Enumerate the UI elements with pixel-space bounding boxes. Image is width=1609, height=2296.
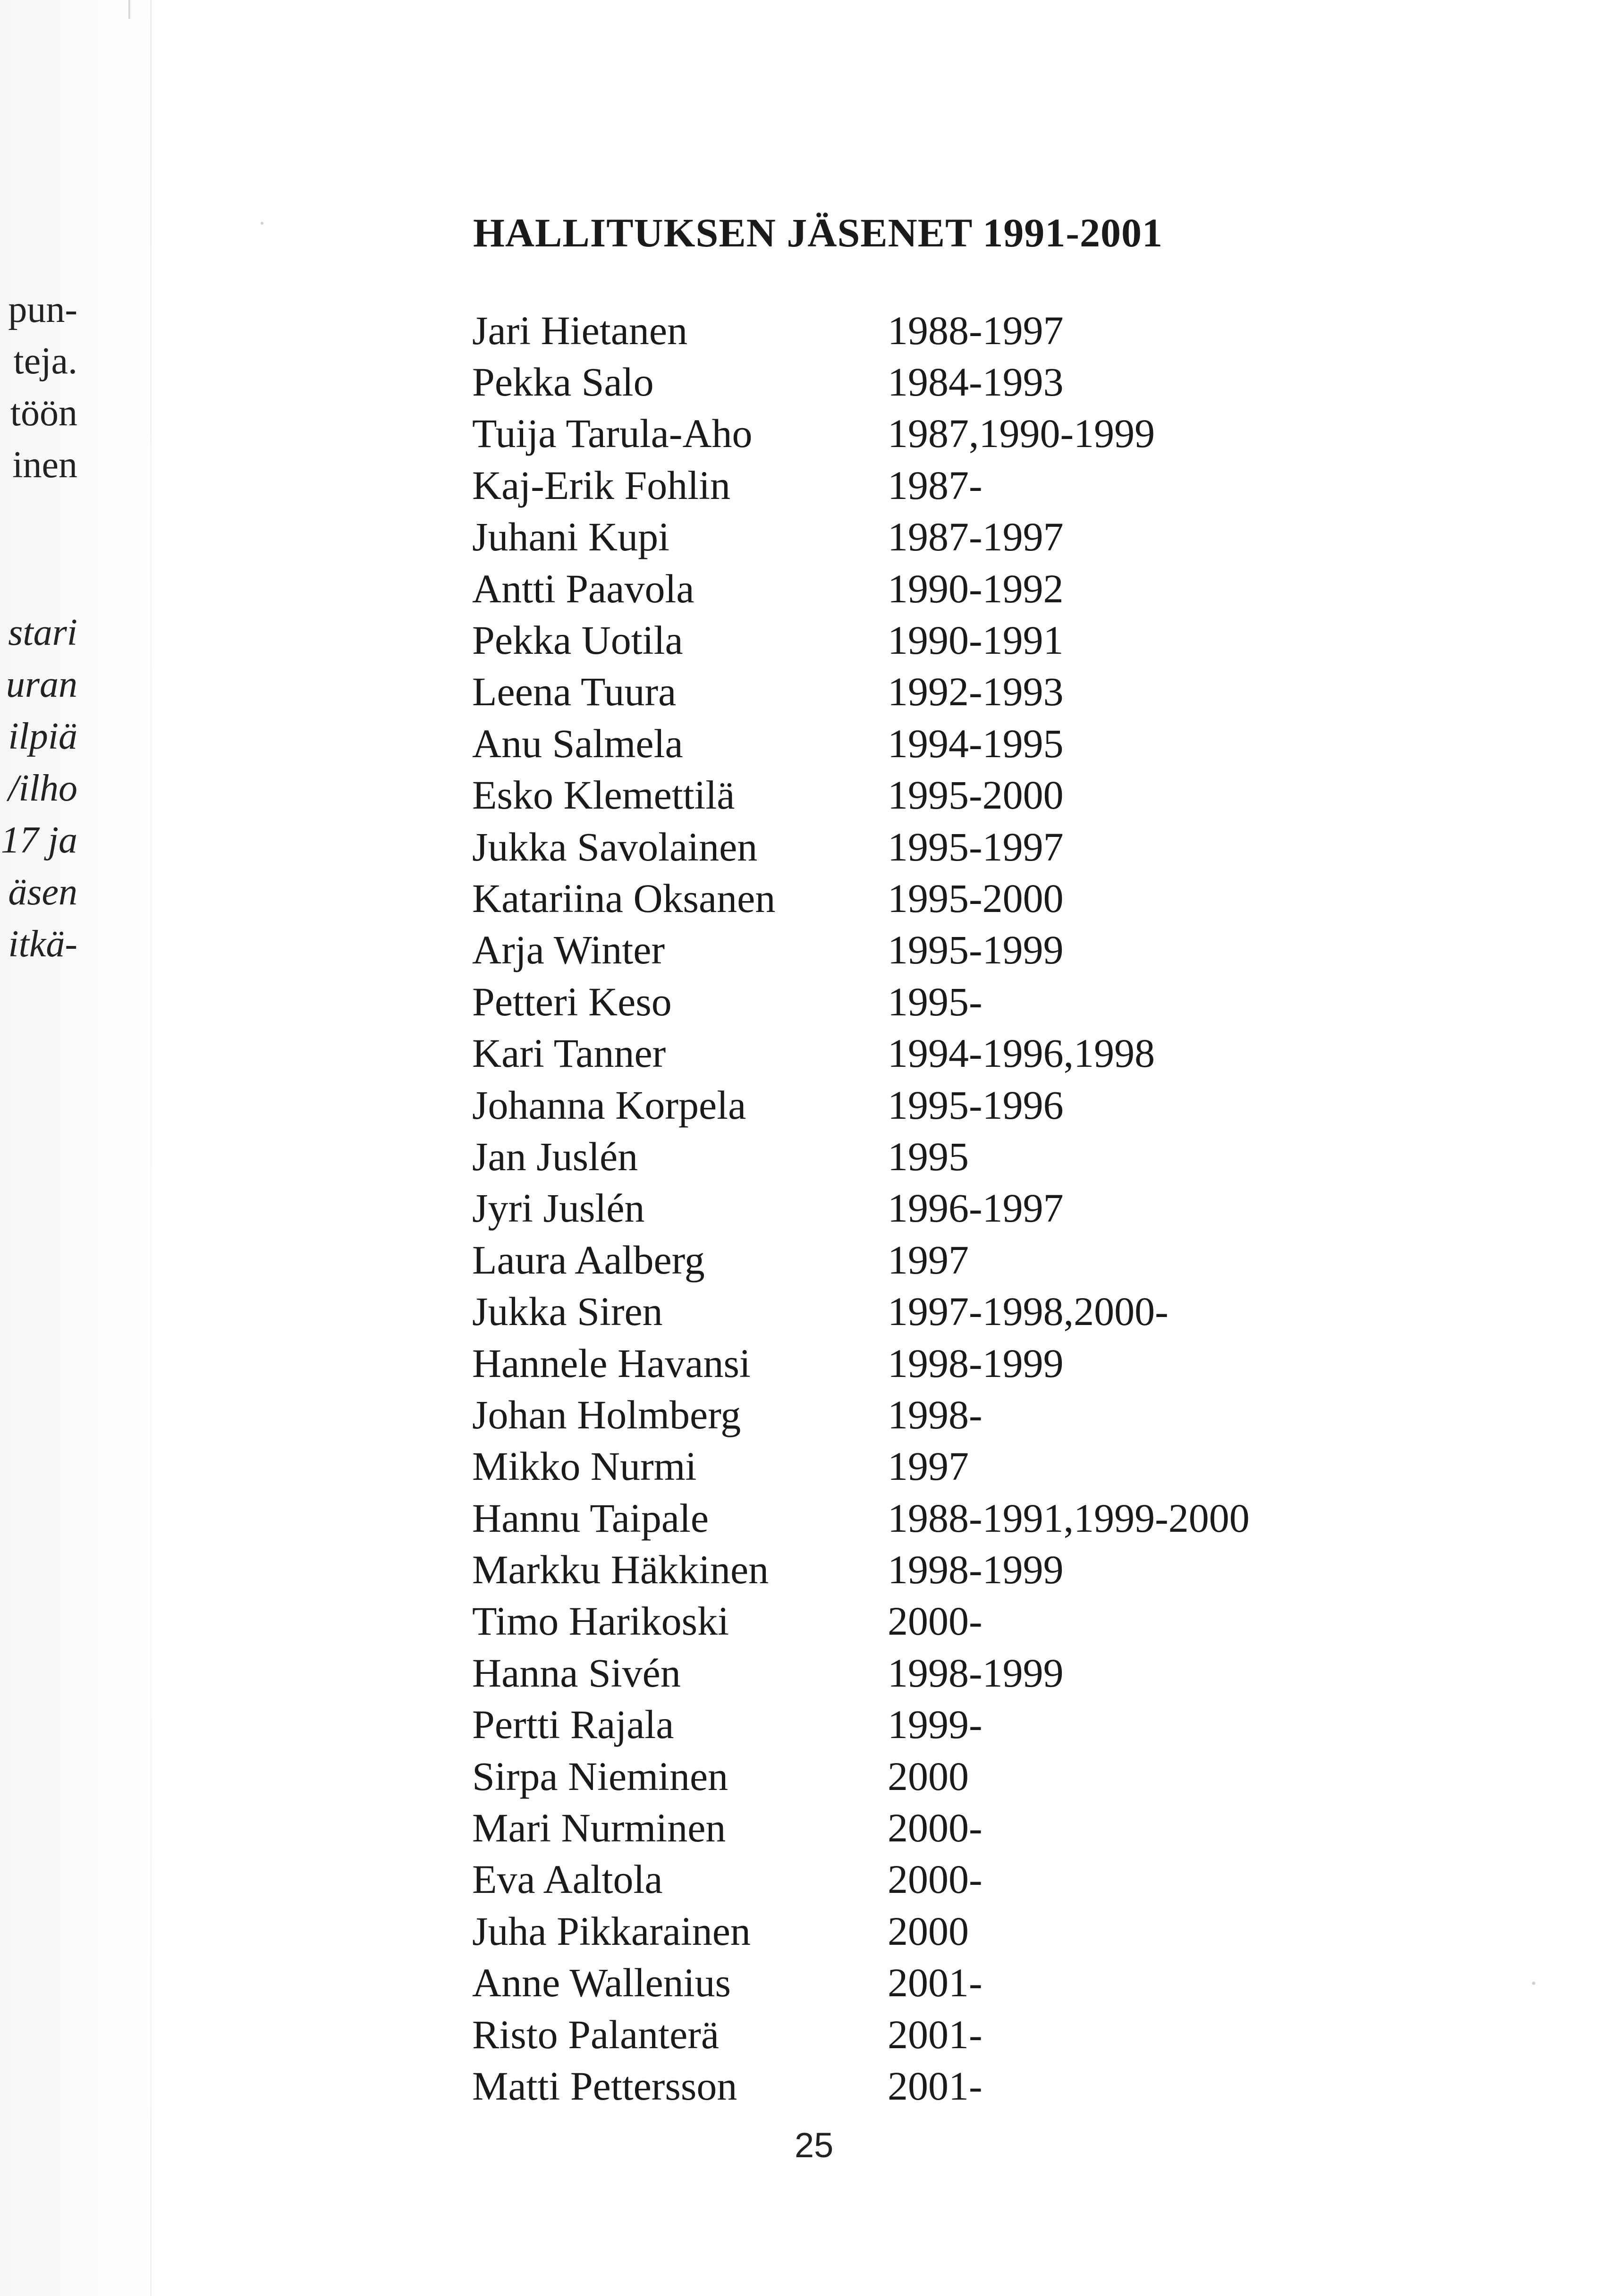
- member-row: [472, 1854, 1250, 1905]
- member-row: [472, 1131, 1250, 1182]
- member-name: Mari Nurminen: [472, 1805, 726, 1851]
- member-row: [472, 769, 1250, 821]
- member-row: [472, 356, 1250, 407]
- member-row: [472, 304, 1250, 356]
- member-name: Pekka Salo: [472, 359, 654, 405]
- member-years: 1999-: [888, 1702, 982, 1747]
- scan-speck: [261, 222, 263, 225]
- member-years: 1998-: [888, 1392, 982, 1437]
- member-years: 1987-: [888, 462, 982, 508]
- member-years: 2001-: [888, 1960, 982, 2006]
- member-name: Juha Pikkarainen: [472, 1908, 751, 1954]
- member-years: 2000-: [888, 1598, 982, 1644]
- member-name: Sirpa Nieminen: [472, 1753, 728, 1799]
- member-name: Jan Juslén: [472, 1133, 638, 1179]
- member-years: 1998-1999: [888, 1547, 1064, 1593]
- left-page-fragment: /ilho: [8, 768, 77, 809]
- member-years: 1994-1995: [888, 720, 1064, 766]
- member-name: Petteri Keso: [472, 979, 672, 1024]
- member-name: Timo Harikoski: [472, 1598, 729, 1644]
- member-years: 1984-1993: [888, 359, 1064, 405]
- member-years: 1995-: [888, 979, 982, 1024]
- member-years: 2000-: [888, 1805, 982, 1851]
- member-name: Anne Wallenius: [472, 1960, 731, 2006]
- member-years: 1995-2000: [888, 772, 1064, 818]
- member-name: Eva Aaltola: [472, 1857, 663, 1902]
- member-name: Pekka Uotila: [472, 617, 683, 663]
- member-row: [472, 1905, 1250, 1957]
- member-name: Arja Winter: [472, 927, 665, 973]
- member-years: 1997: [888, 1443, 969, 1489]
- member-name: Leena Tuura: [472, 669, 677, 715]
- board-members-list: [472, 304, 1250, 2112]
- member-years: 1990-1992: [888, 566, 1064, 611]
- member-name: Hanna Sivén: [472, 1650, 681, 1696]
- member-name: Katariina Oksanen: [472, 875, 776, 921]
- member-row: [472, 1234, 1250, 1285]
- member-name: Kaj-Erik Fohlin: [472, 462, 730, 508]
- member-row: [472, 408, 1250, 459]
- member-name: Jari Hietanen: [472, 307, 688, 353]
- scan-speck: [1532, 1982, 1535, 1985]
- left-page-fragment: itkä-: [8, 923, 77, 965]
- left-page-fragment: ilpiä: [8, 716, 77, 757]
- page-title: HALLITUKSEN JÄSENET 1991-2001: [473, 210, 1163, 255]
- member-name: Tuija Tarula-Aho: [472, 411, 753, 456]
- member-row: [472, 511, 1250, 563]
- member-years: 1992-1993: [888, 669, 1064, 715]
- member-years: 1997-1998,2000-: [888, 1289, 1169, 1334]
- member-name: Esko Klemettilä: [472, 772, 735, 818]
- member-name: Hannele Havansi: [472, 1340, 751, 1386]
- member-row: [472, 1441, 1250, 1492]
- member-years: 1995-1999: [888, 927, 1064, 973]
- member-row: [472, 563, 1250, 614]
- member-row: [472, 1699, 1250, 1750]
- member-row: [472, 1337, 1250, 1389]
- member-years: 2000: [888, 1908, 969, 1954]
- left-page-fragment: teja.: [13, 340, 77, 382]
- member-years: 1988-1991,1999-2000: [888, 1495, 1250, 1541]
- member-years: 1995-1997: [888, 824, 1064, 869]
- member-years: 1995-2000: [888, 875, 1064, 921]
- member-years: 1994-1996,1998: [888, 1030, 1155, 1076]
- member-years: 1987-1997: [888, 514, 1064, 560]
- member-years: 1987,1990-1999: [888, 411, 1155, 456]
- page-fold-line: [150, 0, 152, 2296]
- member-name: Markku Häkkinen: [472, 1547, 769, 1593]
- member-years: 1998-1999: [888, 1340, 1064, 1386]
- member-row: [472, 872, 1250, 924]
- member-years: 1995-1996: [888, 1082, 1064, 1128]
- member-years: 1995: [888, 1133, 969, 1179]
- member-name: Mikko Nurmi: [472, 1443, 697, 1489]
- member-row: [472, 924, 1250, 976]
- member-years: 2000: [888, 1753, 969, 1799]
- member-years: 1998-1999: [888, 1650, 1064, 1696]
- left-page-fragment: äsen: [8, 871, 77, 913]
- member-row: [472, 1647, 1250, 1698]
- member-row: [472, 1079, 1250, 1131]
- member-name: Juhani Kupi: [472, 514, 670, 560]
- left-page-fragment: pun-: [8, 289, 77, 330]
- member-row: [472, 1802, 1250, 1853]
- member-row: [472, 2060, 1250, 2111]
- member-name: Antti Paavola: [472, 566, 694, 611]
- member-name: Jukka Savolainen: [472, 824, 758, 869]
- member-name: Matti Pettersson: [472, 2063, 737, 2109]
- member-row: [472, 1957, 1250, 2009]
- member-name: Anu Salmela: [472, 720, 683, 766]
- member-row: [472, 614, 1250, 666]
- member-name: Jyri Juslén: [472, 1185, 645, 1231]
- member-name: Kari Tanner: [472, 1030, 666, 1076]
- member-name: Johanna Korpela: [472, 1082, 746, 1128]
- member-row: [472, 1027, 1250, 1079]
- member-row: [472, 1544, 1250, 1595]
- member-name: Jukka Siren: [472, 1289, 663, 1334]
- member-name: Hannu Taipale: [472, 1495, 709, 1541]
- member-row: [472, 976, 1250, 1027]
- member-years: 2001-: [888, 2063, 982, 2109]
- member-years: 2001-: [888, 2011, 982, 2057]
- member-row: [472, 718, 1250, 769]
- member-row: [472, 1595, 1250, 1647]
- left-page-text-fragments: [0, 0, 142, 1038]
- member-row: [472, 2009, 1250, 2060]
- left-page-fragment: uran: [6, 664, 77, 705]
- member-name: Risto Palanterä: [472, 2011, 720, 2057]
- member-row: [472, 1492, 1250, 1544]
- left-page-fragment: stari: [8, 612, 77, 653]
- left-page-fragment: inen: [12, 444, 77, 486]
- member-row: [472, 1750, 1250, 1802]
- member-years: 1997: [888, 1237, 969, 1283]
- member-years: 2000-: [888, 1857, 982, 1902]
- member-row: [472, 459, 1250, 511]
- member-name: Johan Holmberg: [472, 1392, 741, 1437]
- left-page-fragment: 17 ja: [0, 819, 77, 861]
- member-row: [472, 1182, 1250, 1234]
- member-row: [472, 821, 1250, 872]
- member-years: 1996-1997: [888, 1185, 1064, 1231]
- member-years: 1990-1991: [888, 617, 1064, 663]
- member-row: [472, 666, 1250, 718]
- member-name: Laura Aalberg: [472, 1237, 705, 1283]
- member-name: Pertti Rajala: [472, 1702, 674, 1747]
- member-row: [472, 1285, 1250, 1337]
- member-years: 1988-1997: [888, 307, 1064, 353]
- left-page-fragment: töön: [10, 392, 77, 434]
- member-row: [472, 1389, 1250, 1440]
- page-number: 25: [795, 2126, 834, 2165]
